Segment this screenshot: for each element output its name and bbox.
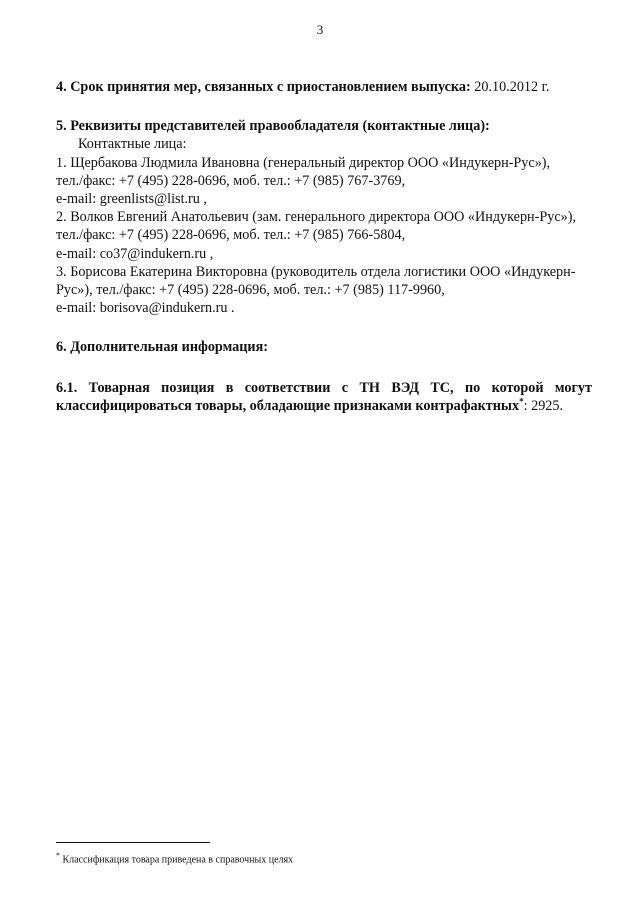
contact-line: Рус»), тел./факс: +7 (495) 228-0696, моб. тел.: +7 (985) 117-9960, — [56, 282, 445, 299]
section-4-value: 20.10.2012 г. — [474, 79, 550, 95]
section-4-label: 4. Срок принятия мер, связанных с приостановлением выпуска: — [56, 79, 471, 95]
contact-line: e-mail: borisova@indukern.ru . — [56, 300, 235, 317]
contact-line: тел./факс: +7 (495) 228-0696, моб. тел.: +7 (985) 767-3769, — [56, 172, 406, 189]
document-body — [56, 78, 592, 415]
footnote-marker: * — [56, 851, 60, 860]
contact-line: e-mail: greenlists@list.ru , — [56, 191, 207, 208]
section-5-title: 5. Реквизиты представителей правообладателя (контактные лица): — [56, 118, 490, 135]
footnote-divider — [56, 842, 210, 843]
section-6-title: 6. Дополнительная информация: — [56, 339, 268, 356]
contacts-list — [56, 154, 592, 318]
contact-line: 3. Борисова Екатерина Викторовна (руководитель отдела логистики ООО «Индукерн- — [56, 263, 576, 280]
footnote-mark: * — [519, 396, 524, 407]
contacts-subtitle: Контактные лица: — [78, 136, 187, 153]
contact-line: 2. Волков Евгений Анатольевич (зам. генерального директора ООО «Индукерн-Рус»), — [56, 209, 577, 226]
section-6-1-label: 6.1. Товарная позиция в соответствии с ТН ВЭД ТС, по которой могут классифицироваться товары, обладающие признаками контрафактных — [56, 379, 592, 414]
contact-line: 1. Щербакова Людмила Ивановна (генеральный директор ООО «Индукерн-Рус»), — [56, 154, 551, 171]
footnote — [56, 849, 293, 866]
page-number: 3 — [316, 22, 324, 37]
section-6-1 — [56, 379, 592, 415]
contact-line: тел./факс: +7 (495) 228-0696, моб. тел.: +7 (985) 766-5804, — [56, 227, 406, 244]
footnote-text: Классификация товара приведена в справочных целях — [62, 854, 294, 866]
contact-line: e-mail: co37@indukern.ru , — [56, 245, 214, 262]
section-6-1-value: : 2925. — [523, 397, 564, 414]
section-4 — [56, 78, 592, 96]
